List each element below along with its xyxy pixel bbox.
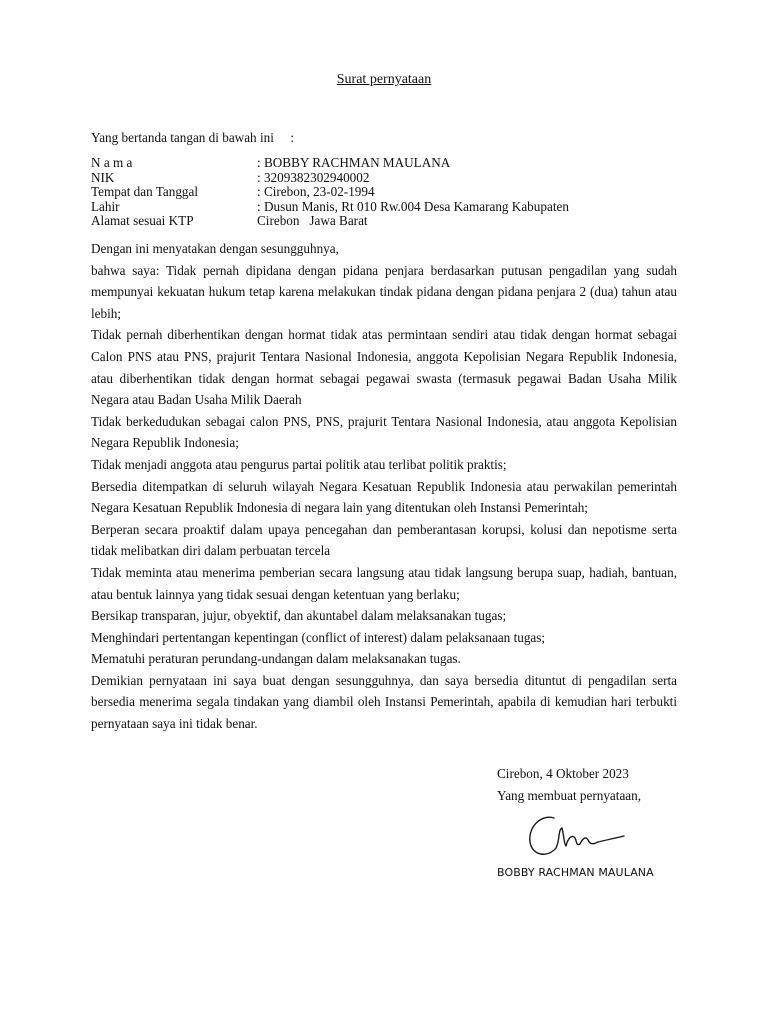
identity-value: Cirebon Jawa Barat xyxy=(257,213,368,228)
statement-paragraph: Dengan ini menyatakan dengan sesungguhnya, xyxy=(91,241,339,256)
identity-row-birthplace xyxy=(91,185,691,200)
statement-paragraph: bahwa saya: Tidak pernah dipidana dengan pidana penjara berdasarkan putusan pengadilan yang sudah mempunyai kekuatan hukum tetap karena melakukan tindak pidana dengan pidana penjara 2 (dua) tahun atau lebih; xyxy=(91,262,677,321)
identity-label: Tempat dan Tanggal xyxy=(91,184,199,199)
identity-table xyxy=(91,156,691,229)
intro-line: Yang bertanda tangan di bawah ini : xyxy=(91,130,295,145)
identity-label: N a m a xyxy=(91,155,133,170)
statement-paragraph: Bersedia ditempatkan di seluruh wilayah Negara Kesatuan Republik Indonesia atau perwakilan pemerintah Negara Kesatuan Republik Indonesia di negara lain yang ditentukan oleh Instansi Pemerintah; xyxy=(91,478,677,516)
statement-body xyxy=(91,238,677,735)
statement-paragraph: Tidak pernah diberhentikan dengan hormat tidak atas permintaan sendiri atau tidak dengan hormat sebagai Calon PNS atau PNS, prajurit Tentara Nasional Indonesia, anggota Kepolisian Negara Republik Indonesia, atau diberhentikan tidak dengan hormat sebagai pegawai swasta (termasuk pegawai Badan Usaha Milik Negara atau Badan Usaha Milik Daerah xyxy=(91,327,677,408)
identity-row-address xyxy=(91,214,691,229)
statement-paragraph: Berperan secara proaktif dalam upaya pencegahan dan pemberantasan korupsi, kolusi dan nepotisme serta tidak melibatkan diri dalam perbuatan tercela xyxy=(91,521,677,559)
identity-label: Lahir xyxy=(91,198,120,214)
statement-paragraph: Tidak berkedudukan sebagai calon PNS, PNS, prajurit Tentara Nasional Indonesia, atau anggota Kepolisian Negara Republik Indonesia; xyxy=(91,413,677,451)
identity-value: : 3209382302940002 xyxy=(257,169,370,185)
identity-row-name xyxy=(91,156,691,171)
statement-paragraph: Menghindari pertentangan kepentingan (conflict of interest) dalam pelaksanaan tugas; xyxy=(91,629,546,645)
identity-label: Alamat sesuai KTP xyxy=(91,213,194,228)
identity-value: : Cirebon, 23-02-1994 xyxy=(257,184,375,199)
place-date: Cirebon, 4 Oktober 2023 xyxy=(497,766,629,781)
handwritten-signature xyxy=(520,812,630,862)
signer-name: BOBBY RACHMAN MAULANA xyxy=(497,866,654,879)
statement-paragraph: Bersikap transparan, jujur, obyektif, dan akuntabel dalam melaksanakan tugas; xyxy=(91,608,507,624)
identity-value: : Dusun Manis, Rt 010 Rw.004 Desa Kamarang Kabupaten xyxy=(257,198,569,214)
identity-value: : BOBBY RACHMAN MAULANA xyxy=(257,155,451,170)
statement-paragraph: Tidak meminta atau menerima pemberian secara langsung atau tidak langsung berupa suap, hadiah, bantuan, atau bentuk lainnya yang tidak sesuai dengan ketentuan yang berlaku; xyxy=(91,564,677,602)
signature-block xyxy=(497,763,641,806)
document-title: Surat pernyataan xyxy=(336,72,432,87)
identity-row-birth xyxy=(91,200,691,215)
statement-paragraph: Demikian pernyataan ini saya buat dengan sesungguhnya, dan saya bersedia dituntut di pengadilan serta bersedia menerima segala tindakan yang diambil oleh Instansi Pemerintah, apabila di kemudian hari terbukti pernyataan saya ini tidak benar. xyxy=(91,672,677,732)
signer-caption: Yang membuat pernyataan, xyxy=(497,787,642,803)
statement-paragraph: Mematuhi peraturan perundang-undangan dalam melaksanakan tugas. xyxy=(91,651,461,667)
identity-label: NIK xyxy=(91,169,115,185)
statement-paragraph: Tidak menjadi anggota atau pengurus partai politik atau terlibat politik praktis; xyxy=(91,456,507,472)
identity-row-nik xyxy=(91,171,691,186)
